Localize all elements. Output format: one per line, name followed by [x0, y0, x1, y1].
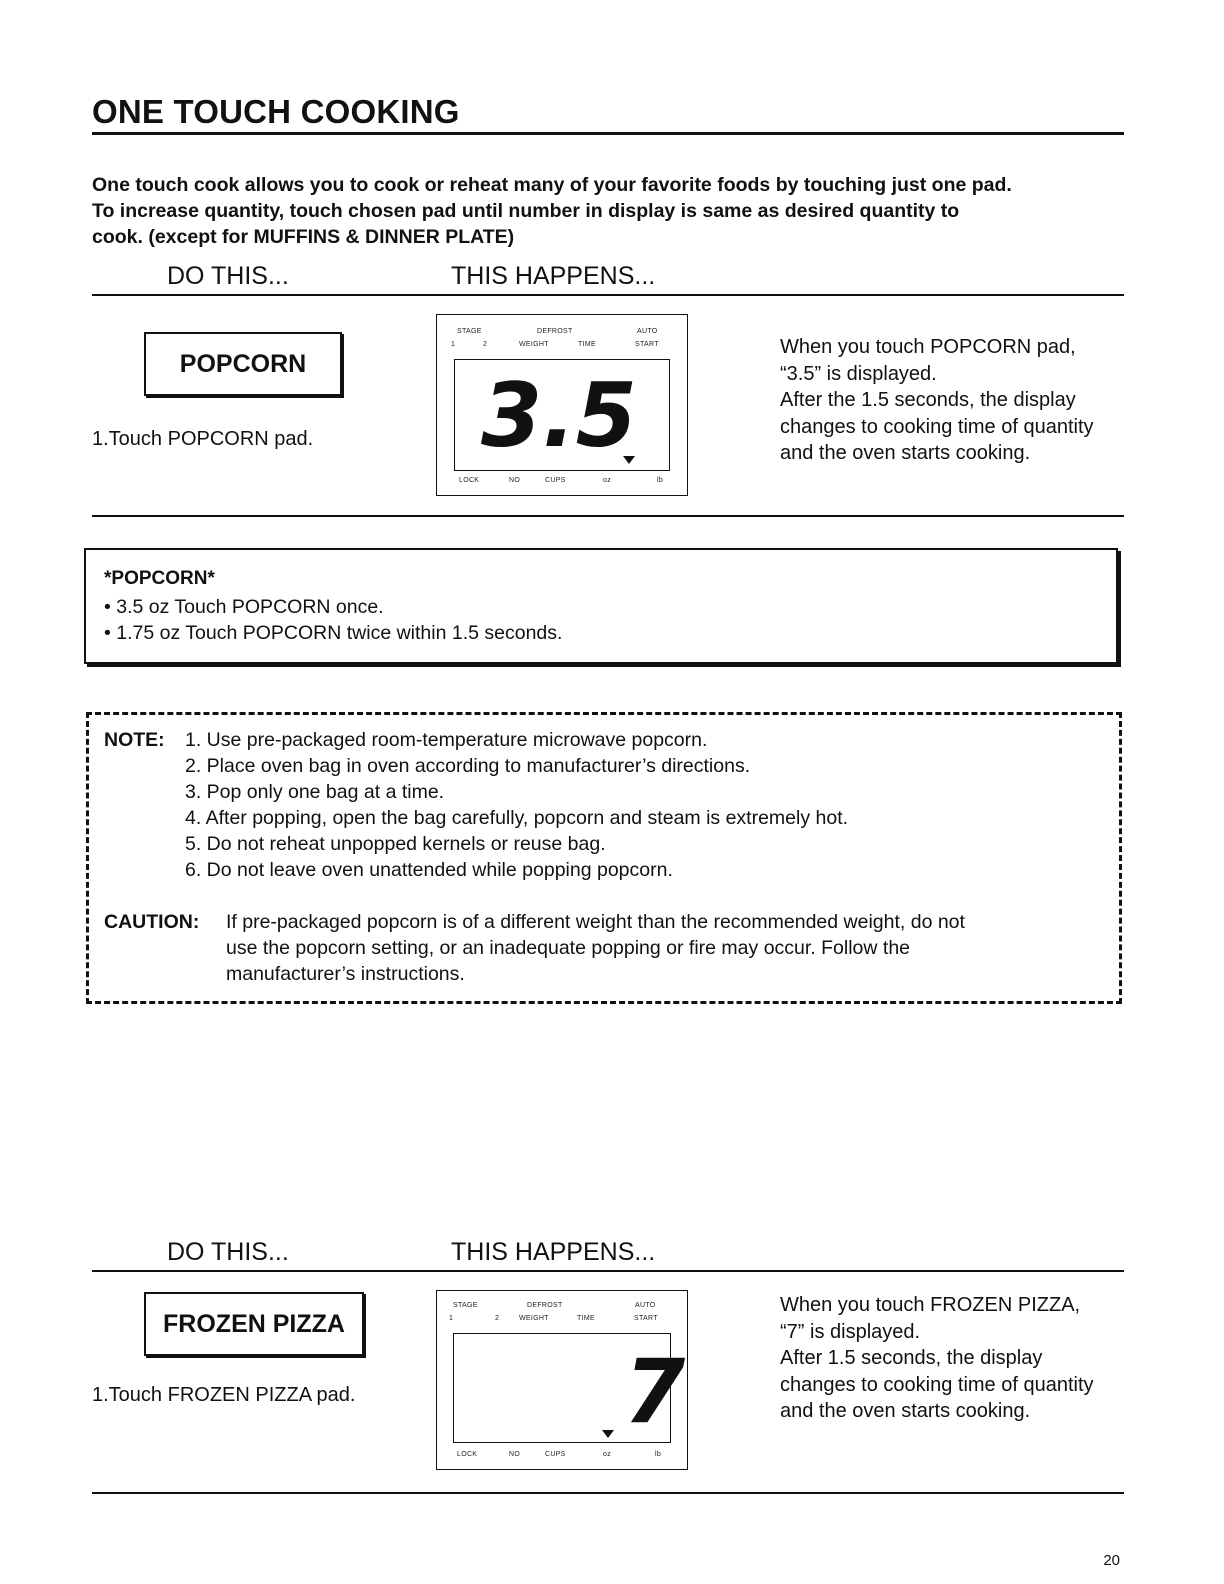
display-label-defrost: DEFROST [527, 1302, 563, 1309]
display-indicator-icon [623, 456, 635, 464]
section-header-rule [92, 1270, 1124, 1272]
note-caution-box [86, 712, 1122, 1004]
display-label-weight: WEIGHT [519, 1315, 549, 1322]
step-instruction: 1.Touch POPCORN pad. [92, 428, 314, 450]
result-description [780, 334, 1094, 467]
frozen-pizza-pad[interactable]: FROZEN PIZZA [144, 1292, 364, 1356]
display-label-oz: oz [603, 477, 611, 484]
display-label-lb: lb [655, 1451, 662, 1458]
description-line: and the oven starts cooking. [780, 442, 1031, 464]
display-label-stage-1: 1 [449, 1315, 454, 1322]
display-label-lock: LOCK [457, 1451, 478, 1458]
display-label-weight: WEIGHT [519, 341, 549, 348]
display-label-stage-1: 1 [451, 341, 456, 348]
caution-line: If pre-packaged popcorn is of a different weight than the recommended weight, do not [226, 911, 965, 933]
note-item: 6. Do not leave oven unattended while popping popcorn. [185, 859, 673, 881]
this-happens-heading: THIS HAPPENS... [451, 1238, 656, 1266]
display-readout: 3.5 [481, 364, 637, 467]
display-label-auto: AUTO [637, 328, 658, 335]
section-bottom-rule [92, 1492, 1124, 1494]
title-underline [92, 132, 1124, 135]
description-line: After 1.5 seconds, the display [780, 1347, 1043, 1369]
popcorn-options-box [84, 548, 1118, 664]
note-item: 4. After popping, open the bag carefully, popcorn and steam is extremely hot. [185, 807, 849, 829]
do-this-heading: DO THIS... [167, 1238, 289, 1266]
caution-line: manufacturer’s instructions. [226, 963, 465, 985]
note-item: 5. Do not reheat unpopped kernels or reuse bag. [185, 833, 606, 855]
display-screen [454, 359, 670, 471]
description-line: “7” is displayed. [780, 1320, 921, 1343]
description-line: When you touch POPCORN pad, [780, 336, 1076, 358]
display-label-lb: lb [657, 477, 664, 484]
display-label-stage-2: 2 [495, 1315, 500, 1322]
note-item: 3. Pop only one bag at a time. [185, 781, 445, 803]
popcorn-option: • 3.5 oz Touch POPCORN once. [104, 596, 384, 618]
display-label-lock: LOCK [459, 477, 480, 484]
section-bottom-rule [92, 515, 1124, 517]
description-line: changes to cooking time of quantity [780, 415, 1094, 438]
intro-paragraph [92, 172, 1132, 250]
display-label-oz: oz [603, 1451, 611, 1458]
step-instruction: 1.Touch FROZEN PIZZA pad. [92, 1384, 356, 1406]
display-label-cups: CUPS [545, 1451, 566, 1458]
description-line: When you touch FROZEN PIZZA, [780, 1294, 1081, 1316]
caution-label: CAUTION: [104, 911, 200, 933]
description-line: changes to cooking time of quantity [780, 1373, 1094, 1396]
display-label-stage: STAGE [453, 1302, 478, 1309]
display-label-auto: AUTO [635, 1302, 656, 1309]
display-indicator-icon [602, 1430, 614, 1438]
intro-line: One touch cook allows you to cook or reheat many of your favorite foods by touching just one pad. [92, 174, 1012, 196]
page-title: ONE TOUCH COOKING [92, 93, 460, 130]
description-line: and the oven starts cooking. [780, 1400, 1031, 1422]
display-label-defrost: DEFROST [537, 328, 573, 335]
popcorn-box-title: *POPCORN* [104, 568, 215, 589]
do-this-heading: DO THIS... [167, 262, 289, 290]
display-label-time: TIME [578, 341, 596, 348]
intro-line: cook. (except for MUFFINS & DINNER PLATE) [92, 226, 515, 248]
display-label-start: START [634, 1315, 658, 1322]
display-readout: 7 [624, 1340, 686, 1443]
page-number: 20 [1103, 1552, 1120, 1569]
note-item: 1. Use pre-packaged room-temperature microwave popcorn. [185, 729, 708, 751]
display-label-no: NO [509, 1451, 521, 1458]
section-header-rule [92, 294, 1124, 296]
display-label-cups: CUPS [545, 477, 566, 484]
display-label-time: TIME [577, 1315, 595, 1322]
display-label-stage-2: 2 [483, 341, 488, 348]
note-item: 2. Place oven bag in oven according to manufacturer’s directions. [185, 755, 751, 777]
description-line: “3.5” is displayed. [780, 362, 937, 385]
display-screen [453, 1333, 686, 1443]
this-happens-heading: THIS HAPPENS... [451, 262, 656, 290]
popcorn-pad[interactable]: POPCORN [144, 332, 342, 396]
intro-line: To increase quantity, touch chosen pad until number in display is same as desired quantity to [92, 200, 960, 222]
note-label: NOTE: [104, 729, 165, 751]
display-label-stage: STAGE [457, 328, 482, 335]
display-label-no: NO [509, 477, 521, 484]
microwave-display [436, 314, 688, 496]
description-line: After the 1.5 seconds, the display [780, 389, 1076, 411]
result-description [780, 1292, 1094, 1425]
display-label-start: START [635, 341, 659, 348]
popcorn-option: • 1.75 oz Touch POPCORN twice within 1.5 seconds. [104, 622, 563, 644]
caution-line: use the popcorn setting, or an inadequate popping or fire may occur. Follow the [226, 937, 911, 959]
microwave-display [436, 1290, 688, 1470]
